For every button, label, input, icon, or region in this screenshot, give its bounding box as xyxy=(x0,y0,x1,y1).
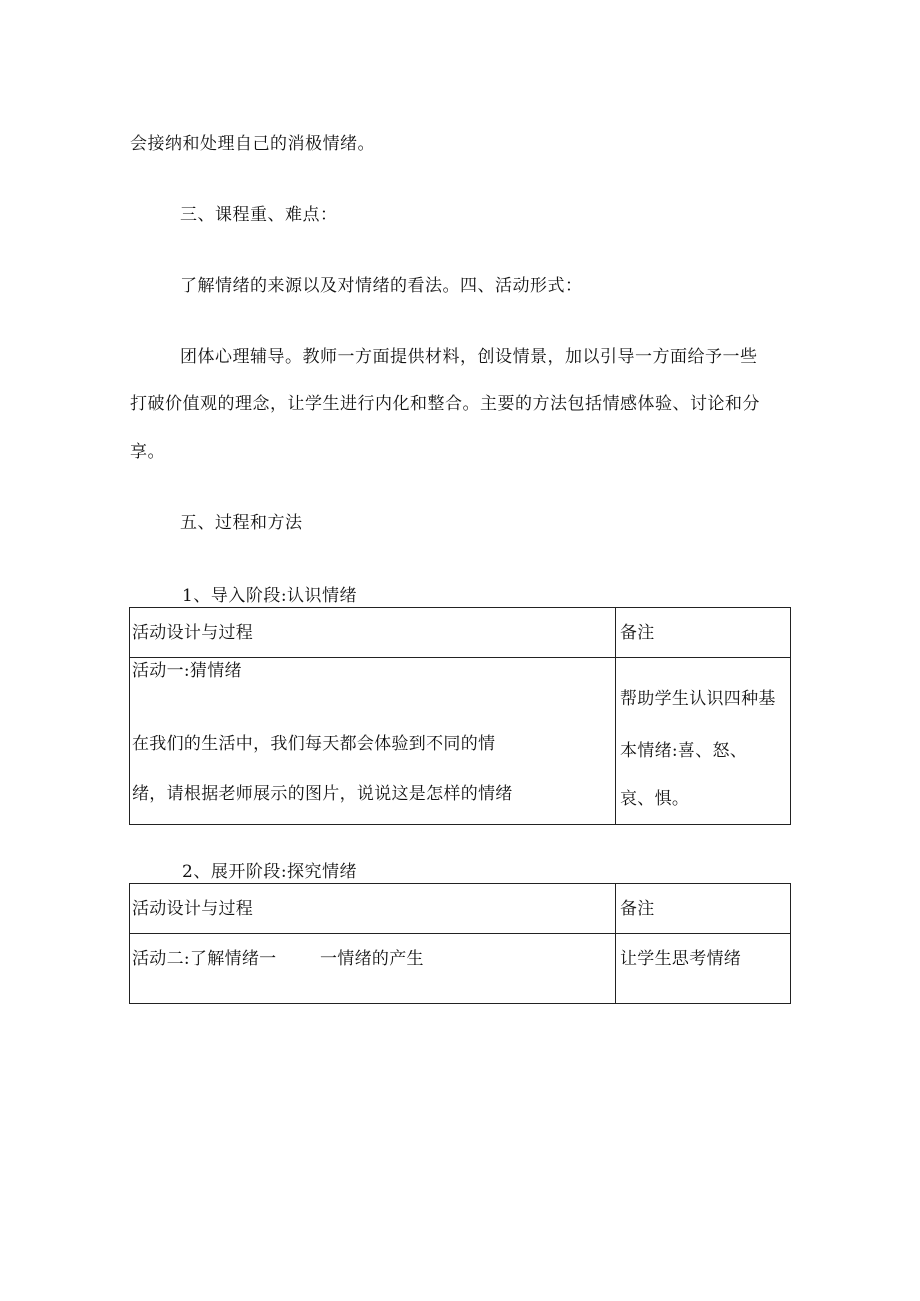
section2-header-activity-label: 活动设计与过程 xyxy=(132,899,254,919)
paragraph-activity-form-line3: 享。 xyxy=(130,442,165,462)
section2-header-activity xyxy=(130,884,616,934)
section2-table xyxy=(129,883,791,1004)
section2-title: 2、展开阶段:探究情绪 xyxy=(182,862,358,882)
section1-note-cell xyxy=(616,658,791,825)
section1-header-note xyxy=(616,608,791,658)
section1-header-note-label: 备注 xyxy=(620,623,655,643)
section1-title: 1、导入阶段:认识情绪 xyxy=(182,586,358,606)
heading-key-points: 三、课程重、难点： xyxy=(180,205,338,225)
section2-note-cell xyxy=(616,934,791,1004)
paragraph-activity-form-line1: 团体心理辅导。教师一方面提供材料，创设情景，加以引导一方面给予一些 xyxy=(180,347,758,367)
heading-process-methods: 五、过程和方法 xyxy=(180,513,303,533)
section2-activity-cell xyxy=(130,934,616,1004)
paragraph-intro-tail: 会接纳和处理自己的消极情绪。 xyxy=(130,134,375,154)
section2-activity-part2: 一情绪的产生 xyxy=(320,949,424,969)
section1-activity-line2: 绪，请根据老师展示的图片，说说这是怎样的情绪 xyxy=(132,784,513,804)
section1-header-activity xyxy=(130,608,616,658)
section1-activity-cell xyxy=(130,658,616,825)
section1-header-activity-label: 活动设计与过程 xyxy=(132,623,254,643)
section1-table xyxy=(129,607,791,825)
section1-activity-line1: 在我们的生活中，我们每天都会体验到不同的情 xyxy=(132,734,496,754)
paragraph-activity-form-line2: 打破价值观的理念，让学生进行内化和整合。主要的方法包括情感体验、讨论和分 xyxy=(130,394,760,414)
section2-header-note-label: 备注 xyxy=(620,899,655,919)
section2-header-note xyxy=(616,884,791,934)
section2-activity-part1: 活动二:了解情绪一 xyxy=(132,949,277,969)
section1-note-line3: 哀、惧。 xyxy=(620,789,690,809)
paragraph-key-points: 了解情绪的来源以及对情绪的看法。四、活动形式： xyxy=(180,276,583,296)
section1-note-line1: 帮助学生认识四种基 xyxy=(620,689,776,709)
section2-note-line1: 让学生思考情绪 xyxy=(620,949,742,969)
section1-activity-title: 活动一:猜情绪 xyxy=(132,661,242,681)
section1-note-line2: 本情绪:喜、怒、 xyxy=(620,741,748,761)
